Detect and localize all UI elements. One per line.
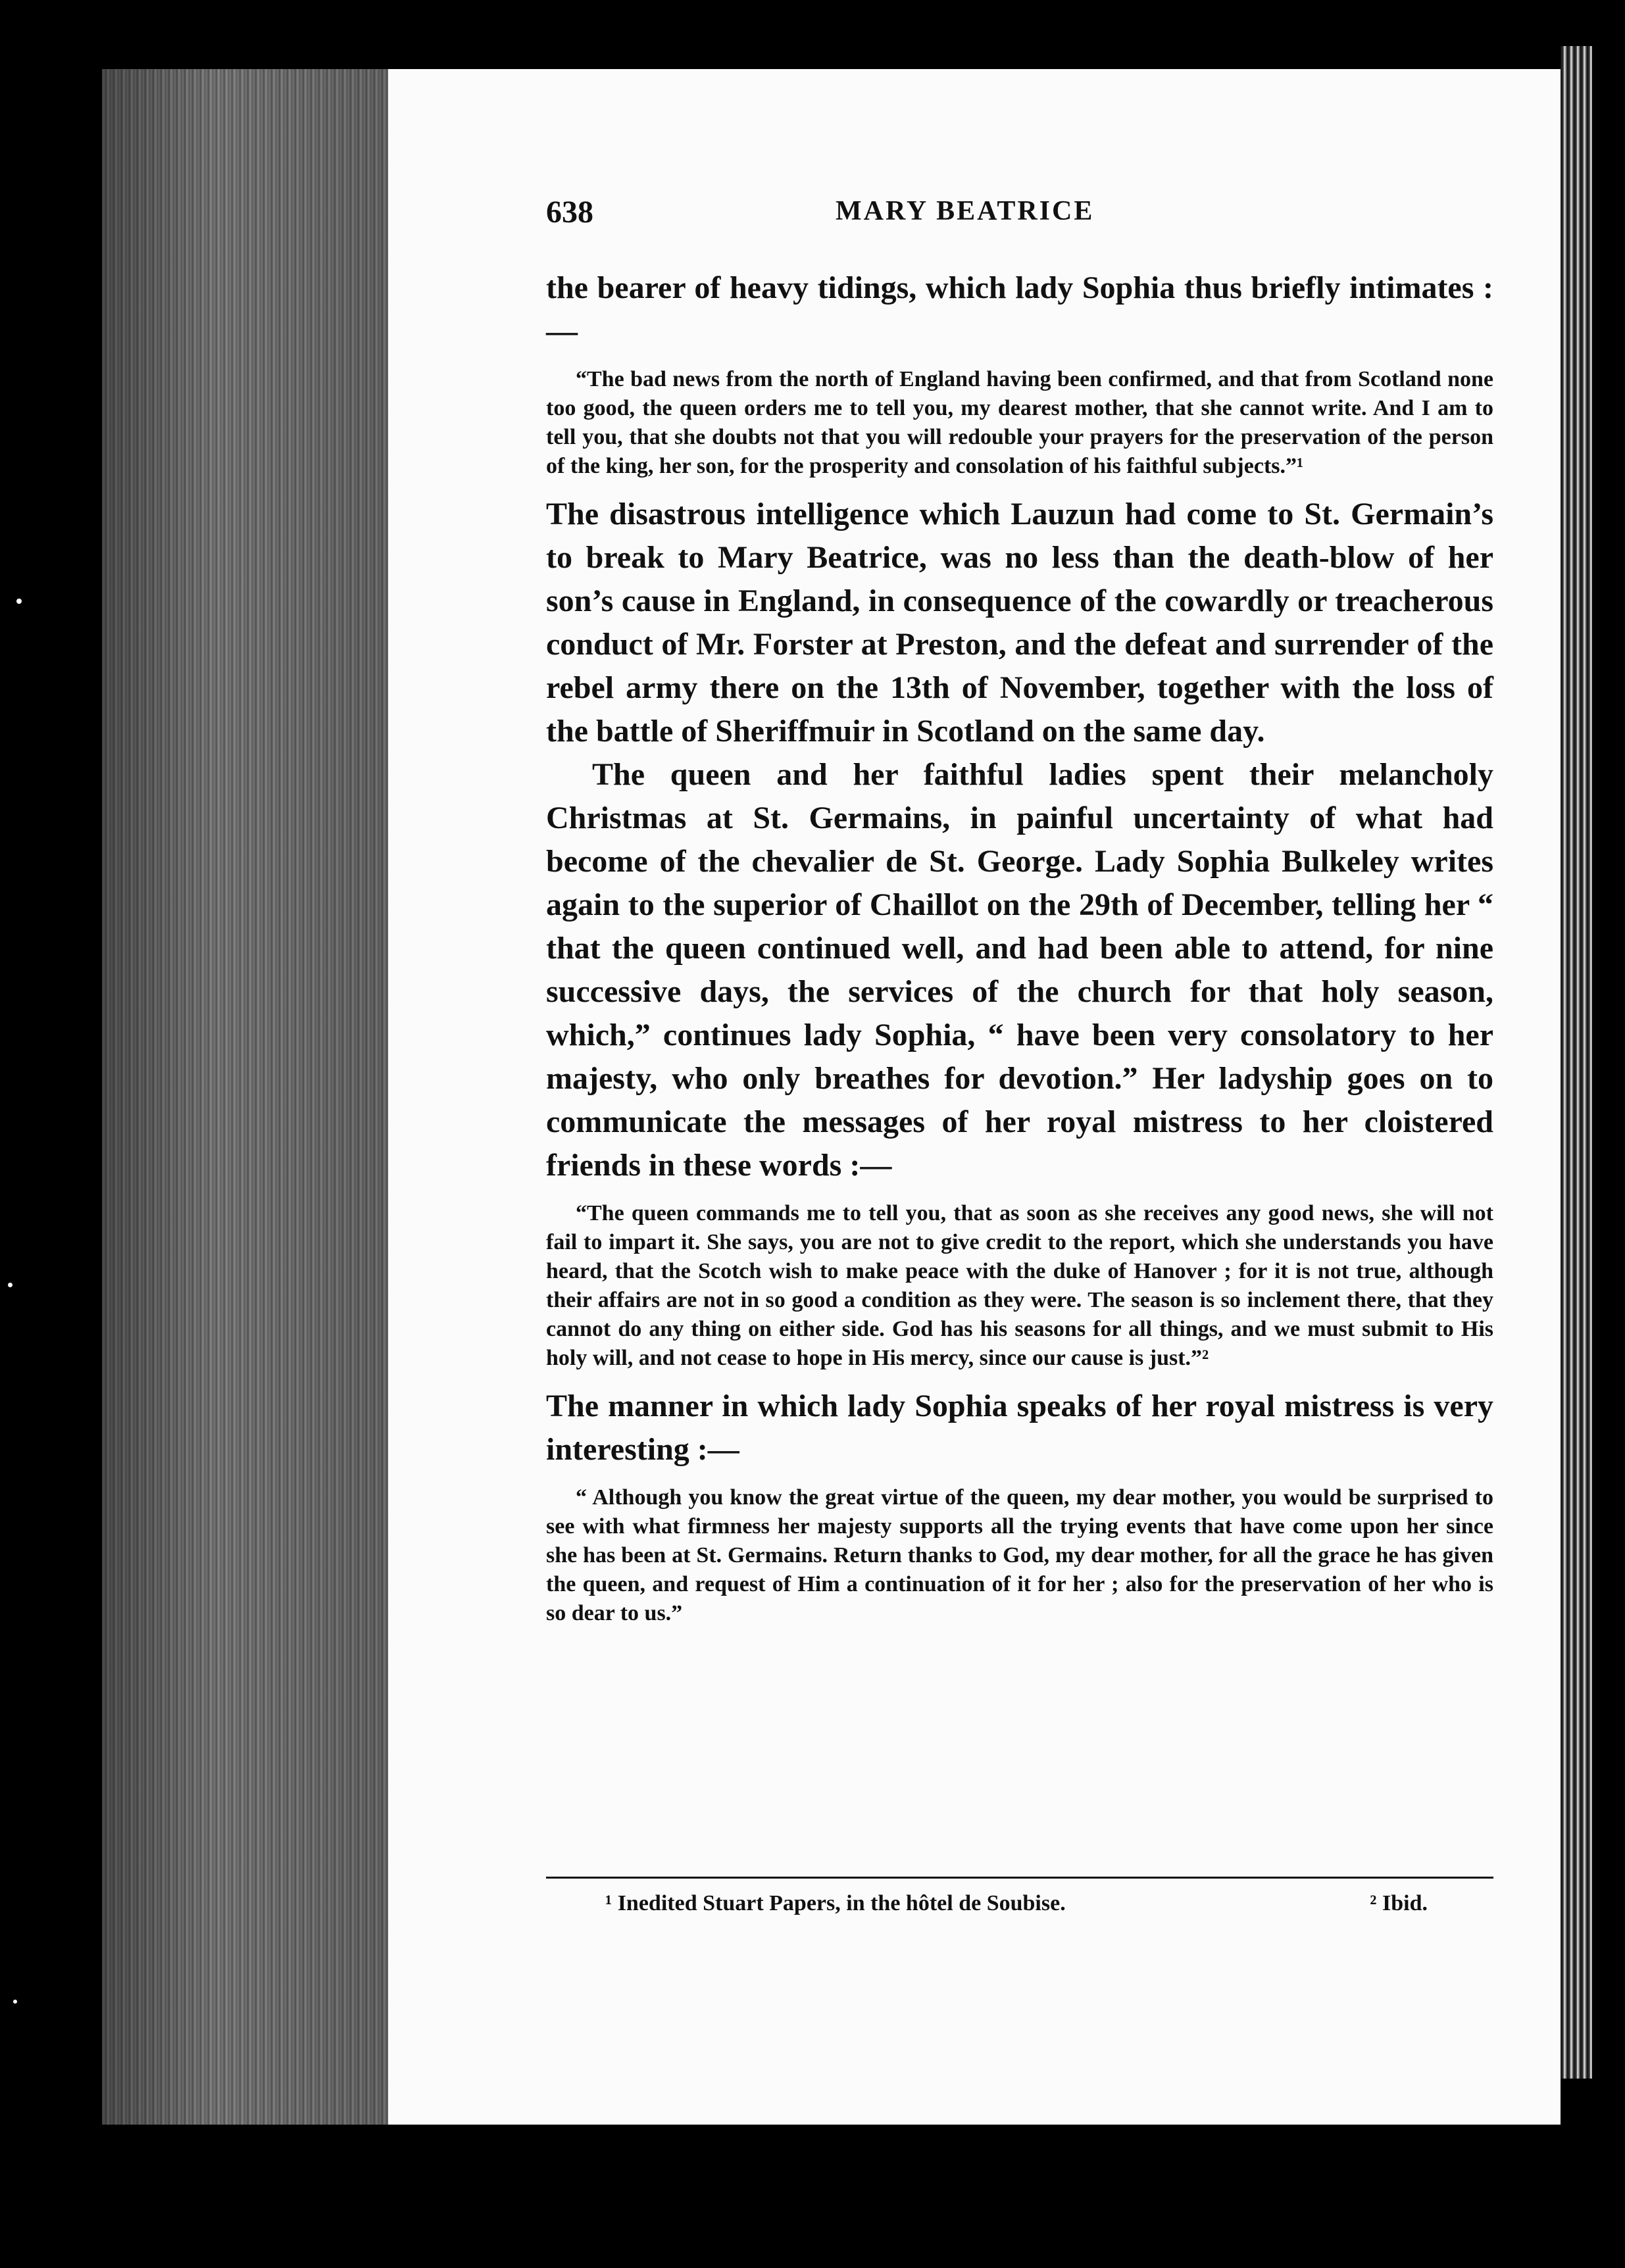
scan-speck [16, 599, 22, 604]
block-quote-3: “ Although you know the great virtue of the queen, my dear mother, you would be surprised to see with what firmness her majesty supports all the trying events that have come upon her since she has been at St. Germains. Return thanks to God, my dear mother, for all the grace he has given the queen, and request of Him a continuation of it for her ; also for the preservation of her who is so dear to us.” [546, 1485, 1493, 1625]
footnote-2: ² Ibid. [1370, 1891, 1428, 1915]
page-header [546, 194, 1441, 234]
paragraph-1: the bearer of heavy tidings, which lady Sophia thus briefly intimates :— [546, 270, 1493, 349]
paragraph-4: The manner in which lady Sophia speaks of her royal mistress is very interesting :— [546, 1389, 1493, 1467]
paragraph-3: The queen and her faithful ladies spent their melancholy Christmas at St. Germains, in painful uncertainty of what had become of the chevalier de St. George. Lady Sophia Bulkeley writes again to the superior of Chaillot on the 29th of December, telling her “ that the queen continued well, and had been able to attend, for nine successive days, the services of the church for that holy season, which,” continues lady Sophia, “ have been very consolatory to her majesty, who only breathes for devotion.” Her ladyship goes on to communicate the messages of her royal mistress to her cloistered friends in these words :— [546, 757, 1493, 1183]
page-number: 638 [546, 195, 593, 230]
book-page [388, 69, 1561, 2125]
book-right-edge [1561, 46, 1592, 2079]
scan-speck [8, 1283, 12, 1287]
footnotes [605, 1891, 1428, 1916]
paragraph-2: The disastrous intelligence which Lauzun had come to St. Germain’s to break to Mary Beatrice, was no less than the death-blow of her son’s cause in England, in consequence of the cowardly or treacherous conduct of Mr. Forster at Preston, and the defeat and surrender of the rebel army there on the 13th of November, together with the loss of the battle of Sheriffmuir in Scotland on the same day. [546, 497, 1493, 749]
running-head: MARY BEATRICE [836, 196, 1095, 226]
page-body [546, 266, 1493, 1640]
book-page-edges [102, 69, 388, 2125]
block-quote-1: “The bad news from the north of England having been confirmed, and that from Scotland none too good, the queen orders me to tell you, my dearest mother, that she cannot write. And I am to tell you, that she doubts not that you will redouble your prayers for the preservation of the person of the king, her son, for the prosperity and consolation of his faithful subjects.”¹ [546, 367, 1493, 478]
scan-speck [13, 2000, 17, 2004]
block-quote-2: “The queen commands me to tell you, that as soon as she receives any good news, she will not fail to impart it. She says, you are not to give credit to the report, which she understands you have heard, that the Scotch wish to make peace with the duke of Hanover ; for it is not true, although their affairs are not in so good a condition as they were. The season is so inclement there, that they cannot do any thing on either side. God has his seasons for all things, and we must submit to His holy will, and not cease to hope in His mercy, since our cause is just.”² [546, 1201, 1493, 1370]
footnote-divider [546, 1877, 1493, 1879]
footnote-1: ¹ Inedited Stuart Papers, in the hôtel de Soubise. [605, 1891, 1066, 1915]
